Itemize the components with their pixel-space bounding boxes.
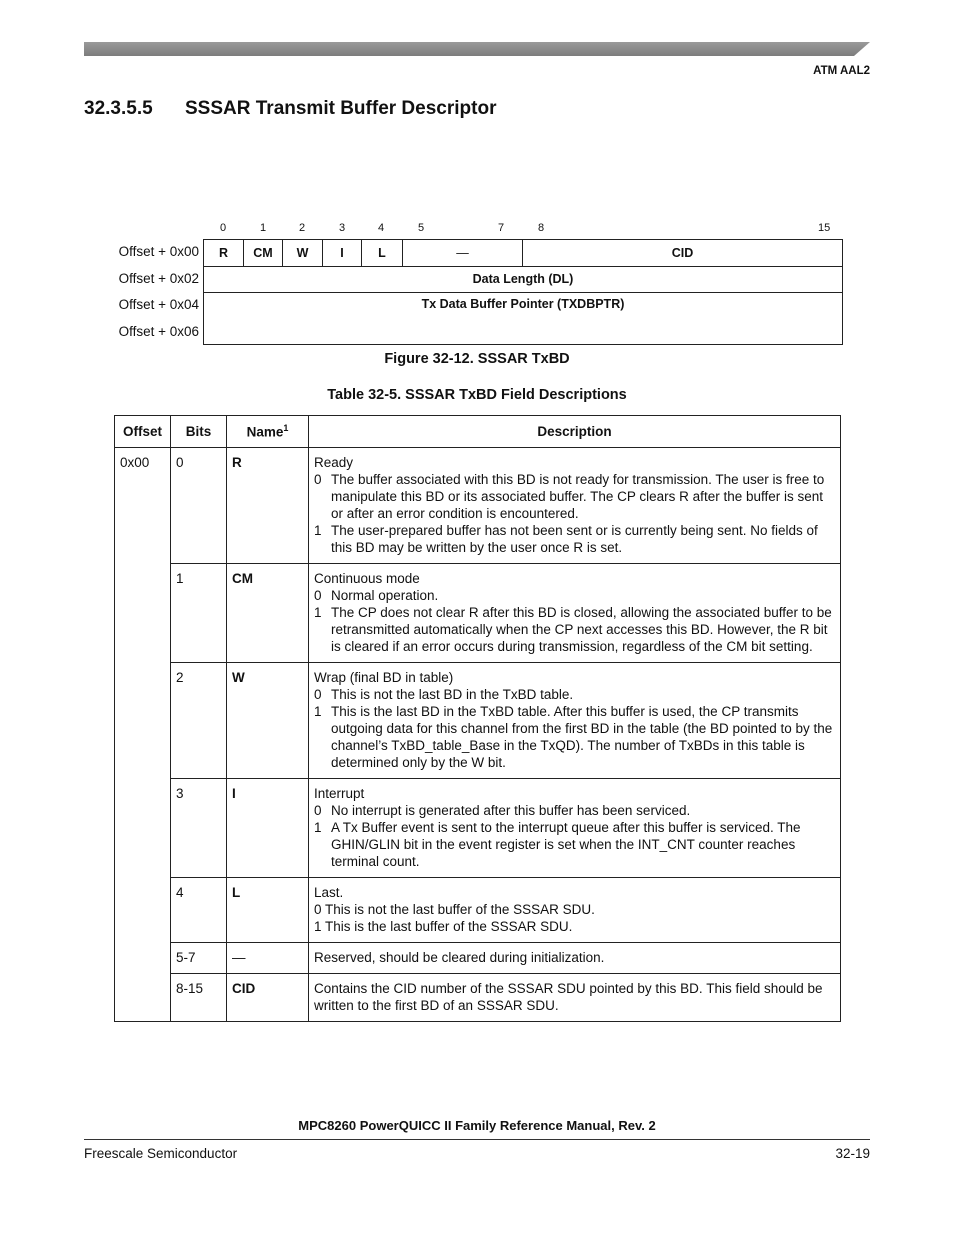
bits-cell: 5-7 [171, 943, 227, 974]
table-row [115, 663, 841, 779]
col-header-name-text: Name [246, 424, 284, 440]
description-cell [309, 878, 841, 943]
description-line: 1 This is the last buffer of the SSSAR SDU. [314, 919, 573, 934]
item-key: 0 [314, 472, 322, 487]
bit-number: 2 [299, 222, 306, 234]
name-cell: I [227, 779, 309, 878]
bits-cell: 0 [171, 448, 227, 564]
description-title: Ready [314, 455, 354, 470]
bit-number: 4 [378, 222, 385, 234]
description-item [314, 522, 835, 556]
bit-number: 8 [538, 222, 545, 234]
table-row [115, 564, 841, 663]
description-item [314, 802, 835, 819]
description-cell [309, 448, 841, 564]
description-title: Interrupt [314, 786, 365, 801]
company-name: Freescale Semiconductor [84, 1146, 238, 1161]
description-item [314, 471, 835, 522]
bits-cell: 2 [171, 663, 227, 779]
bit-number: 7 [498, 222, 505, 234]
bits-cell: 8-15 [171, 974, 227, 1022]
description-cell [309, 974, 841, 1022]
item-text: This is the last BD in the TxBD table. After this buffer is used, the CP transmits outgoing data for this channel from the first BD in the table (the BD pointed to by the channel’s TxBD_table_Base in the TxQD). The number of TxBDs in this table is determined only by the W bit. [331, 704, 833, 770]
field-w: W [283, 240, 323, 266]
table-row [115, 974, 841, 1022]
name-cell: R [227, 448, 309, 564]
description-item [314, 703, 835, 771]
bit-number: 15 [818, 222, 831, 234]
description-item [314, 604, 835, 655]
table-header-row [115, 416, 841, 448]
item-key: 0 [314, 588, 322, 603]
item-key: 0 [314, 803, 322, 818]
field-l: L [362, 240, 403, 266]
table-row [115, 878, 841, 943]
register-row-0x02 [204, 267, 842, 293]
offset-label: Offset + 0x00 [118, 244, 199, 259]
item-key: 1 [314, 523, 322, 538]
offset-cell: 0x00 [115, 448, 171, 1022]
description-title: Wrap (final BD in table) [314, 670, 454, 685]
description-title: Continuous mode [314, 571, 420, 586]
name-cell: CM [227, 564, 309, 663]
field-reserved: — [403, 240, 523, 266]
col-header-description: Description [309, 416, 841, 448]
description-cell [309, 564, 841, 663]
bits-cell: 1 [171, 564, 227, 663]
item-text: A Tx Buffer event is sent to the interrupt queue after this buffer is serviced. The GHIN/GLIN bit in the event register is set when the INT_CNT counter reaches terminal count. [331, 820, 801, 869]
page-number: 32-19 [835, 1146, 870, 1161]
name-cell: CID [227, 974, 309, 1022]
bit-number: 5 [418, 222, 425, 234]
field-cid: CID [671, 246, 694, 260]
item-text: No interrupt is generated after this buffer has been serviced. [331, 803, 691, 818]
description-title: Reserved, should be cleared during initialization. [314, 950, 605, 965]
register-diagram [203, 239, 843, 345]
item-text: The user-prepared buffer has not been sent or is currently being sent. No fields of this BD may be written by the user once R is set. [331, 523, 818, 555]
field-r: R [204, 240, 244, 266]
manual-title: MPC8260 PowerQUICC II Family Reference Manual, Rev. 2 [298, 1118, 656, 1133]
bit-number: 0 [220, 222, 227, 234]
field-i: I [323, 240, 362, 266]
item-text: Normal operation. [331, 588, 439, 603]
field-cm: CM [244, 240, 283, 266]
table-row [115, 943, 841, 974]
col-header-bits: Bits [171, 416, 227, 448]
footnote-ref: 1 [283, 423, 289, 434]
section-title [84, 98, 496, 120]
field-data-length: Data Length (DL) [472, 272, 574, 286]
footer-rule [84, 1139, 870, 1140]
offset-label: Offset + 0x06 [118, 324, 199, 339]
bits-cell: 3 [171, 779, 227, 878]
description-cell [309, 943, 841, 974]
name-cell: L [227, 878, 309, 943]
item-text: The CP does not clear R after this BD is closed, allowing the associated buffer to be retransmitted automatically when the CP next accesses this BD. However, the R bit is cleared if an error occurs during transmission, regardless of the CM bit setting. [331, 605, 832, 654]
description-line: 0 This is not the last buffer of the SSSAR SDU. [314, 902, 595, 917]
offset-label: Offset + 0x04 [118, 297, 199, 312]
col-header-offset: Offset [115, 416, 171, 448]
running-head: ATM AAL2 [813, 65, 870, 77]
section-number: 32.3.5.5 [84, 98, 153, 119]
table-row [115, 448, 841, 564]
item-key: 1 [314, 605, 322, 620]
item-key: 1 [314, 704, 322, 719]
description-item [314, 587, 835, 604]
offset-label: Offset + 0x02 [118, 271, 199, 286]
description-title: Last. [314, 885, 344, 900]
table-caption: Table 32-5. SSSAR TxBD Field Descriptions [327, 387, 627, 403]
col-header-name [227, 416, 309, 448]
name-cell: — [227, 943, 309, 974]
bit-number: 3 [339, 222, 346, 234]
field-tx-buffer-pointer: Tx Data Buffer Pointer (TXDBPTR) [421, 297, 625, 311]
bits-cell: 4 [171, 878, 227, 943]
name-cell: W [227, 663, 309, 779]
figure-caption: Figure 32-12. SSSAR TxBD [384, 351, 570, 367]
register-row-0x00 [204, 240, 842, 267]
header-bar [84, 42, 870, 56]
bit-number: 1 [260, 222, 267, 234]
table-row [115, 779, 841, 878]
item-text: This is not the last BD in the TxBD table. [331, 687, 574, 702]
item-key: 0 [314, 687, 322, 702]
description-item [314, 819, 835, 870]
description-title: Contains the CID number of the SSSAR SDU pointed by this BD. This field should be written to the first BD of an SSSAR SDU. [314, 981, 823, 1013]
description-item [314, 686, 835, 703]
item-text: The buffer associated with this BD is not ready for transmission. The user is free to manipulate this BD or its associated buffer. The CP clears R after the buffer is sent or after an error condition is encountered. [331, 472, 825, 521]
description-cell [309, 779, 841, 878]
item-key: 1 [314, 820, 322, 835]
description-cell [309, 663, 841, 779]
field-description-table [114, 415, 841, 1022]
section-title-text: SSSAR Transmit Buffer Descriptor [185, 98, 497, 119]
